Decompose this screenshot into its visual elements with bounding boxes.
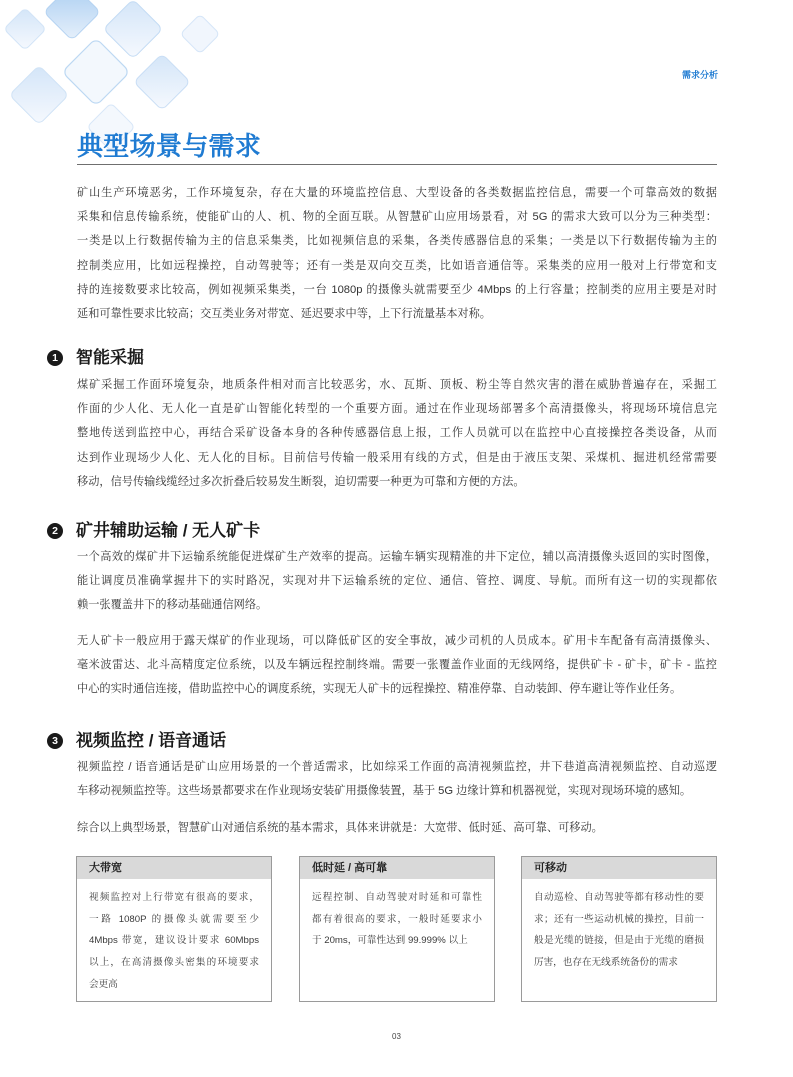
paragraph-line: 移动，信号传输线缆经过多次折叠后较易发生断裂，迫切需要一种更为可靠和方便的方法。 [77,475,525,488]
paragraph-line: 车移动视频监控等。这些场景都要求在作业现场安装矿用摄像装置，基于 5G 边缘计算和机器视觉，实现对现场环境的感知。 [77,785,692,798]
paragraph-line: 煤矿采掘工作面环境复杂，地质条件相对而言比较恶劣，水、瓦斯、顶板、粉尘等自然灾害的潜在威胁普遍存在，采掘工 [77,379,717,391]
paragraph-line: 矿山生产环境恶劣，工作环境复杂，存在大量的环境监控信息、大型设备的各类数据监控信息，需要一个可靠高效的数据 [77,187,717,199]
paragraph-line: 整地传送到监控中心，再结合采矿设备本身的各种传感器信息上报，工作人员就可以在监控中心直接操控各类设备，从而 [77,427,717,440]
running-header-section-tag: 需求分析 [681,70,718,80]
card-line: 以上，在高清摄像头密集的环境要求 [89,957,259,969]
card-line: 视频监控对上行带宽有很高的要求， [89,892,259,903]
section-1-paragraph [77,373,717,494]
card-line: 4Mbps 带宽，建议设计要求 60Mbps [89,935,259,947]
diamond-shape [4,8,46,50]
card-line: 求；还有一些运动机械的操控，目前一 [534,913,704,925]
diamond-shape [103,0,162,59]
paragraph-line: 延和可靠性要求比较高；交互类业务对带宽、延迟要求中等，上下行流量基本对称。 [77,307,491,320]
section-number-badge: 3 [47,733,63,749]
paragraph-line: 能让调度员准确掌握井下的实时路况，实现对井下运输系统的定位、通信、管控、调度、导航。而所有这一切的实现都依 [77,575,717,588]
paragraph-line: 作面的少人化、无人化一直是矿山智能化转型的一个重要方面。通过在作业现场部署多个高清摄像头，将现场环境信息完 [77,403,717,416]
paragraph-line: 视频监控 / 语音通话是矿山应用场景的一个普适需求，比如综采工作面的高清视频监控，井下巷道高清视频监控、自动巡逻 [77,761,717,773]
card-line: 会更高 [89,978,118,990]
card-line: 都有着很高的要求，一般时延要求小 [312,913,482,925]
card-line: 厉害，也存在无线系统备份的需求 [534,957,678,969]
card-title: 可移动 [522,857,716,879]
diamond-shape [44,0,101,40]
paragraph-line: 一类是以上行数据传输为主的信息采集类，比如视频信息的采集，各类传感器信息的采集；一类是以下行数据传输为主的 [77,235,717,248]
section-number-badge: 2 [47,523,63,539]
section-heading-2 [47,519,260,543]
section-number-badge: 1 [47,350,63,366]
section-3-paragraph-1 [77,755,717,803]
section-title: 矿井辅助运输 / 无人矿卡 [76,521,261,540]
card-body [300,879,494,952]
paragraph-line: 控制类应用，比如远程操控，自动驾驶等；还有一类是双向交互类，比如语音通信等。采集类的应用一般对上行带宽和支 [77,259,717,272]
requirement-card-mobility [521,856,717,1002]
card-line: 自动巡检、自动驾驶等都有移动性的要 [534,892,704,903]
paragraph-line: 一个高效的煤矿井下运输系统能促进煤矿生产效率的提高。运输车辆实现精准的井下定位，辅以高清摄像头返回的实时图像， [77,551,717,563]
card-line: 远程控制、自动驾驶对时延和可靠性 [312,892,482,903]
section-title: 视频监控 / 语音通话 [76,731,227,750]
section-heading-1 [47,346,144,370]
paragraph-line: 无人矿卡一般应用于露天煤矿的作业现场，可以降低矿区的安全事故，减少司机的人员成本。矿用卡车配备有高清摄像头、 [77,635,717,647]
paragraph-line: 中心的实时通信连接，借助监控中心的调度系统，实现无人矿卡的远程操控、精准停靠、自动装卸、停车避让等作业任务。 [77,683,682,696]
section-2-paragraph-2 [77,629,717,702]
summary-paragraph [77,816,717,840]
diamond-shape [9,65,68,124]
paragraph-line: 达到作业现场少人化、无人化的目标。目前信号传输一般采用有线的方式，但是由于液压支架、采煤机、掘进机经常需要 [77,451,717,464]
card-body [522,879,716,974]
diamond-shape [62,38,130,106]
requirement-card-bandwidth [76,856,272,1002]
card-line: 般是光缆的链接，但是由于光缆的磨损 [534,935,704,947]
diamond-shape [180,14,220,54]
paragraph-line: 毫米波雷达、北斗高精度定位系统，以及车辆远程控制终端。需要一张覆盖作业面的无线网络，提供矿卡 - 矿卡，矿卡 - 监控 [77,659,717,672]
paragraph-line: 赖一张覆盖井下的移动基础通信网络。 [77,599,268,612]
card-title: 低时延 / 高可靠 [300,857,494,879]
intro-paragraph [77,181,717,326]
requirement-card-latency-reliability [299,856,495,1002]
card-line: 一路 1080P 的摄像头就需要至少 [89,913,259,925]
diamond-shape [134,54,191,111]
title-divider [77,164,717,165]
page-number: 03 [392,1032,401,1041]
section-title: 智能采掘 [76,348,144,367]
section-heading-3 [47,729,226,753]
paragraph-line: 综合以上典型场景，智慧矿山对通信系统的基本需求，具体来讲就是：大宽带、低时延、高可靠、可移动。 [77,822,603,834]
paragraph-line: 持的连接数要求比较高，例如视频采集类，一台 1080p 的摄像头就需要至少 4Mbps 的上行容量；控制类的应用主要是对时 [77,283,717,296]
card-line: 于 20ms，可靠性达到 99.999% 以上 [312,935,468,947]
card-body [77,879,271,995]
paragraph-line: 采集和信息传输系统，使能矿山的人、机、物的全面互联。从智慧矿山应用场景看，对 5G 的需求大致可以分为三种类型： [77,211,717,224]
card-title: 大带宽 [77,857,271,879]
section-2-paragraph-1 [77,545,717,618]
page-title: 典型场景与需求 [77,131,262,161]
